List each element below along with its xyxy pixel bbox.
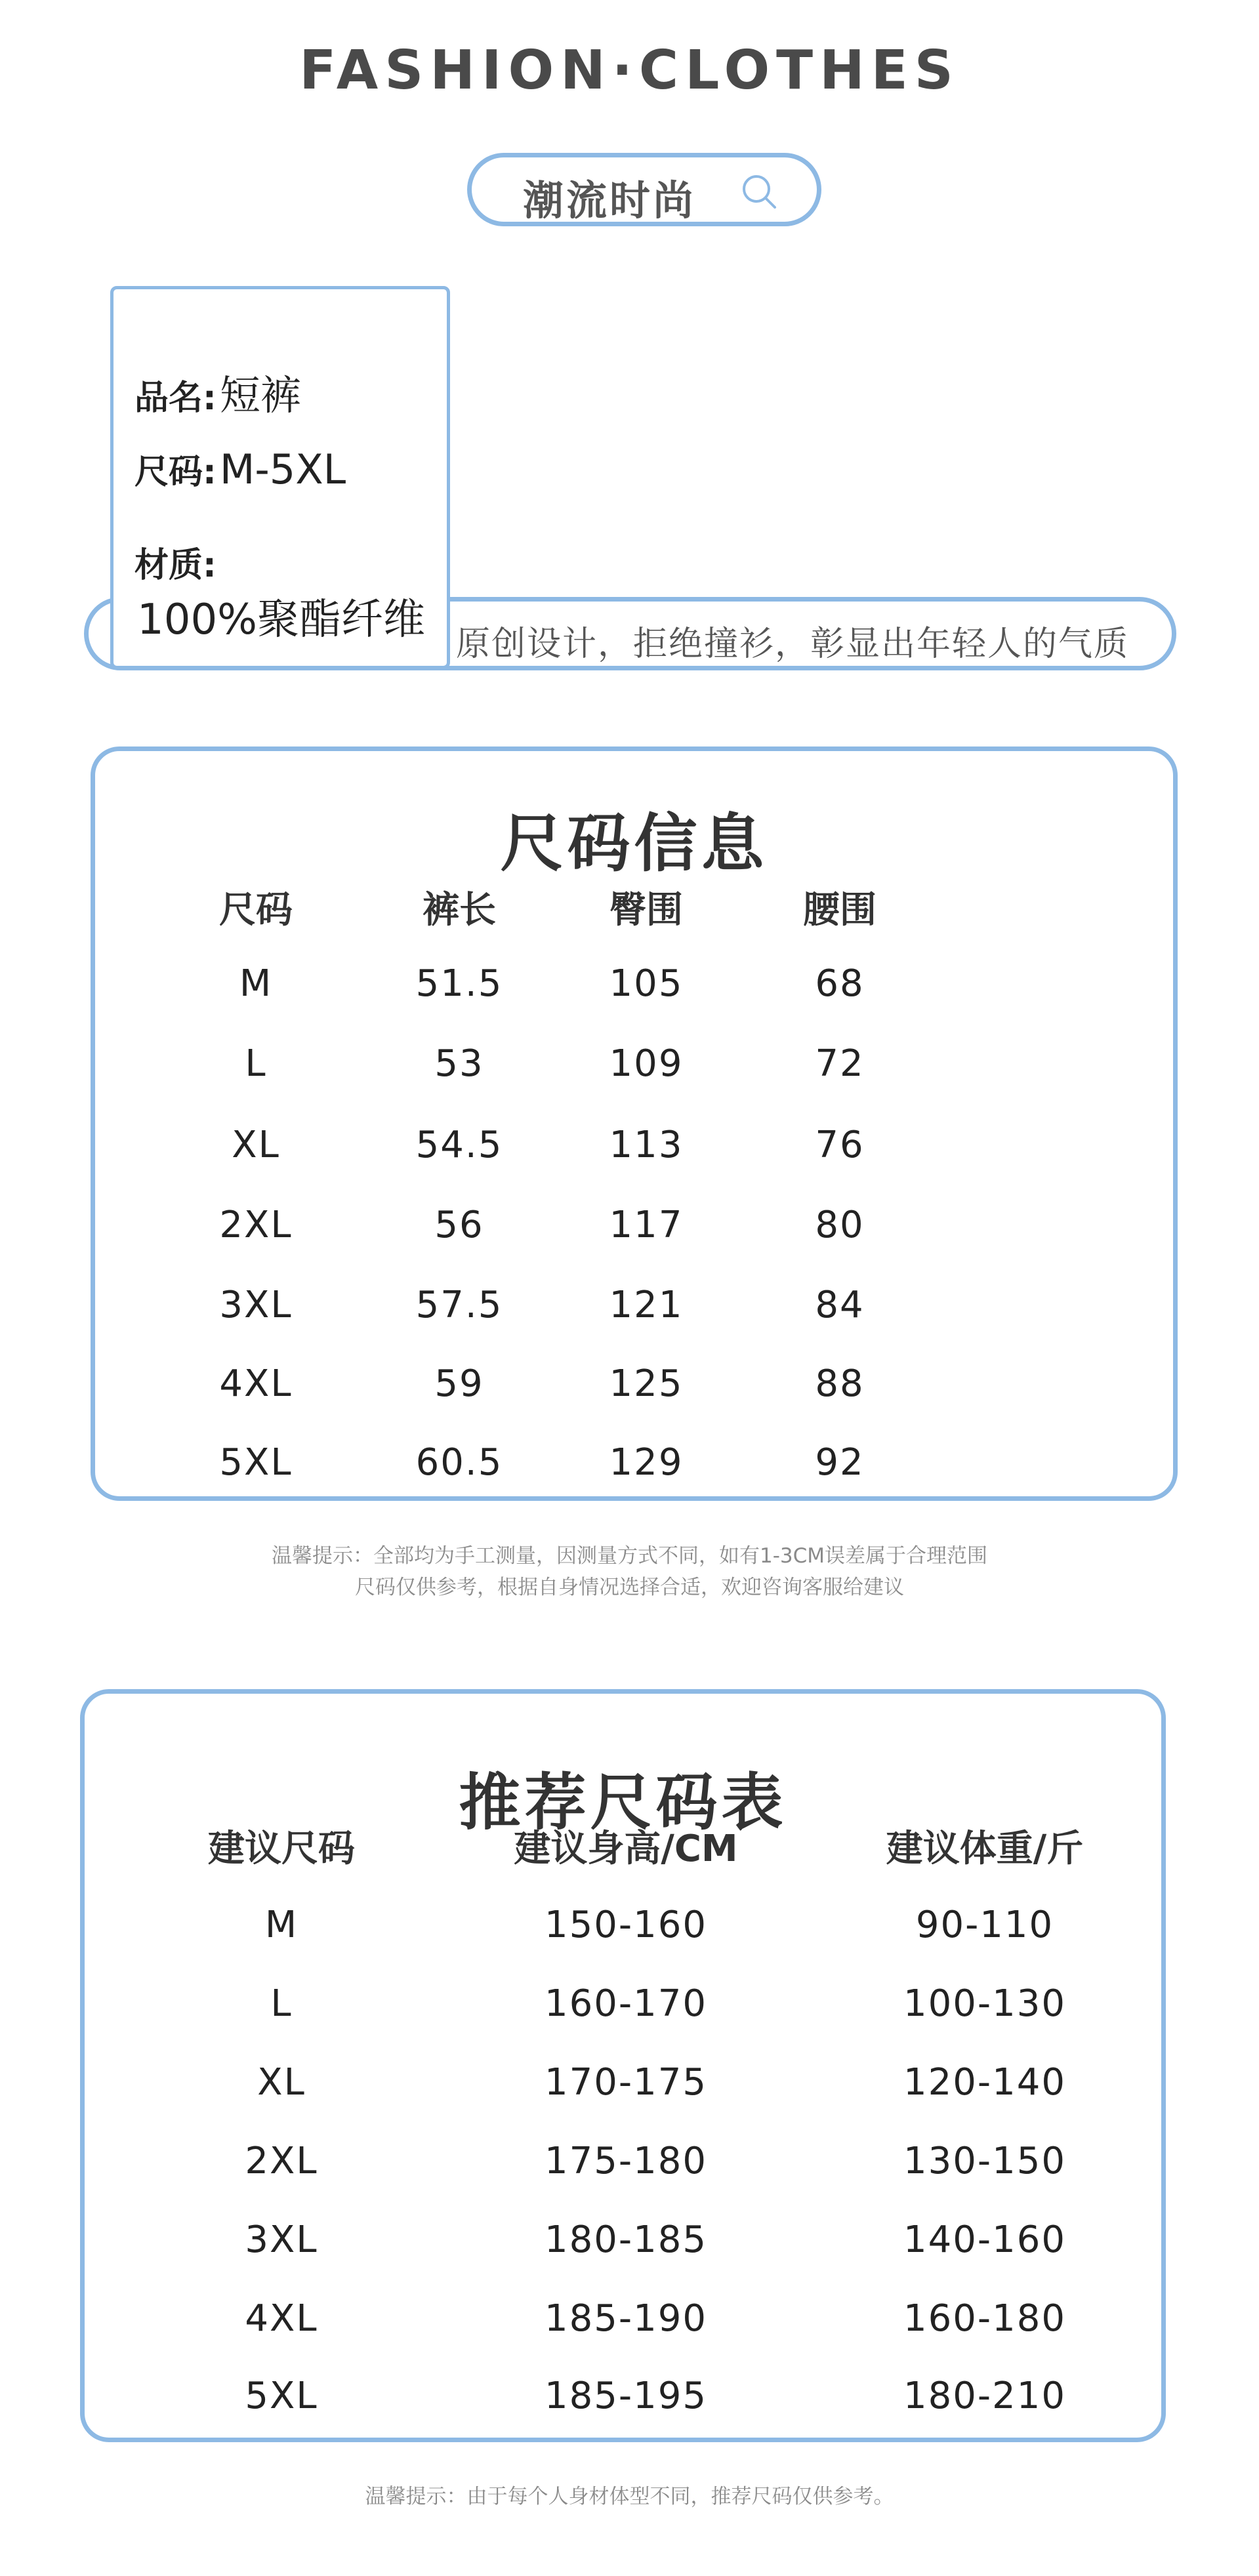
recommend-cell: 3XL xyxy=(245,2218,318,2261)
product-material-row xyxy=(134,537,217,586)
search-pill[interactable] xyxy=(467,153,821,226)
recommend-header-1: 建议尺码 xyxy=(208,1828,355,1870)
size-info-cell: 92 xyxy=(815,1441,865,1484)
slogan-text: 原创设计，拒绝撞衫，彰显出年轻人的气质 xyxy=(456,624,1130,664)
recommend-header-2: 建议身高/CM xyxy=(514,1828,738,1870)
size-info-cell: 129 xyxy=(609,1441,684,1484)
recommend-cell: 130-150 xyxy=(903,2140,1066,2182)
size-info-note-line-2: 尺码仅供参考，根据自身情况选择合适，欢迎咨询客服给建议 xyxy=(355,1576,904,1599)
recommend-title: 推荐尺码表 xyxy=(459,1767,787,1839)
size-info-cell: 56 xyxy=(434,1204,484,1246)
recommend-cell: 150-160 xyxy=(545,1904,707,1946)
recommend-card xyxy=(80,1689,1166,2442)
product-material-value: 100%聚酯纤维 xyxy=(137,596,425,644)
product-name-label: 品名: xyxy=(134,378,217,418)
size-info-cell: 4XL xyxy=(219,1362,293,1405)
recommend-cell: 140-160 xyxy=(903,2218,1066,2261)
recommend-cell: 100-130 xyxy=(903,1982,1066,2025)
size-info-card xyxy=(91,746,1178,1501)
size-info-header-1: 尺码 xyxy=(219,889,293,931)
size-info-cell: 125 xyxy=(609,1362,684,1405)
product-name-value: 短裤 xyxy=(219,371,301,419)
size-info-cell: 2XL xyxy=(219,1204,293,1246)
product-size-value: M-5XL xyxy=(219,445,346,493)
size-info-cell: 105 xyxy=(609,962,684,1005)
size-info-cell: 54.5 xyxy=(415,1124,503,1166)
recommend-note: 温馨提示：由于每个人身材体型不同，推荐尺码仅供参考。 xyxy=(365,2485,894,2508)
recommend-cell: 185-190 xyxy=(545,2297,707,2340)
product-size-label: 尺码: xyxy=(134,453,217,492)
size-info-cell: 76 xyxy=(815,1124,865,1166)
recommend-cell: 170-175 xyxy=(545,2061,707,2104)
size-info-cell: 60.5 xyxy=(415,1441,503,1484)
brand-title: FASHION·CLOTHES xyxy=(299,39,960,102)
recommend-cell: 90-110 xyxy=(915,1904,1054,1946)
recommend-cell: 185-195 xyxy=(545,2375,707,2417)
search-icon xyxy=(739,172,779,211)
size-info-cell: XL xyxy=(232,1124,280,1166)
size-info-header-3: 臀围 xyxy=(609,889,683,931)
size-info-cell: L xyxy=(245,1042,267,1085)
size-info-cell: 51.5 xyxy=(415,962,503,1005)
size-info-note-line-1: 温馨提示：全部均为手工测量，因测量方式不同，如有1-3CM误差属于合理范围 xyxy=(271,1544,988,1568)
product-material-label: 材质: xyxy=(134,546,217,585)
size-info-cell: 57.5 xyxy=(415,1284,503,1326)
size-info-cell: 109 xyxy=(609,1042,684,1085)
search-label: 潮流时尚 xyxy=(523,176,697,224)
recommend-cell: 160-170 xyxy=(545,1982,707,2025)
size-info-cell: 5XL xyxy=(219,1441,293,1484)
product-material-value-row xyxy=(137,586,425,646)
recommend-cell: 180-210 xyxy=(903,2375,1066,2417)
size-info-cell: 88 xyxy=(815,1362,865,1405)
size-info-cell: 117 xyxy=(609,1204,684,1246)
recommend-cell: L xyxy=(270,1982,293,2025)
size-info-title: 尺码信息 xyxy=(500,807,768,880)
recommend-cell: M xyxy=(264,1904,299,1946)
recommend-cell: 5XL xyxy=(245,2375,318,2417)
size-info-cell: 84 xyxy=(815,1284,865,1326)
size-info-header-4: 腰围 xyxy=(803,889,877,931)
recommend-cell: 160-180 xyxy=(903,2297,1066,2340)
size-info-note xyxy=(0,1540,1259,1603)
size-info-cell: M xyxy=(239,962,273,1005)
size-info-cell: 68 xyxy=(815,962,865,1005)
size-info-header-2: 裤长 xyxy=(423,889,496,931)
size-info-cell: 53 xyxy=(434,1042,484,1085)
product-info-card xyxy=(110,286,450,669)
recommend-cell: 2XL xyxy=(245,2140,318,2182)
recommend-cell: 180-185 xyxy=(545,2218,707,2261)
size-info-cell: 59 xyxy=(434,1362,484,1405)
product-name-row xyxy=(134,363,301,421)
size-info-cell: 80 xyxy=(815,1204,865,1246)
recommend-cell: 4XL xyxy=(245,2297,318,2340)
size-info-cell: 121 xyxy=(609,1284,684,1326)
recommend-cell: XL xyxy=(257,2061,306,2104)
recommend-cell: 120-140 xyxy=(903,2061,1066,2104)
size-info-cell: 72 xyxy=(815,1042,865,1085)
size-info-cell: 3XL xyxy=(219,1284,293,1326)
size-info-cell: 113 xyxy=(609,1124,684,1166)
recommend-cell: 175-180 xyxy=(545,2140,707,2182)
recommend-header-3: 建议体重/斤 xyxy=(886,1828,1084,1870)
product-size-row xyxy=(134,444,346,493)
